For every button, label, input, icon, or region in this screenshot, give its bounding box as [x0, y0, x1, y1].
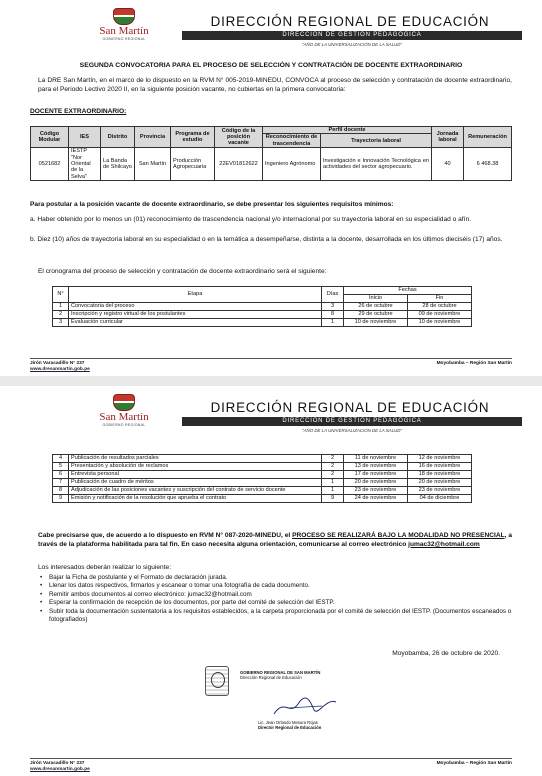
regional-logo: [84, 8, 164, 41]
cell-numero: 8: [53, 487, 69, 495]
cell-ies: IESTP "Nor Oriental de la Selva": [69, 148, 101, 181]
col-remuneracion: Remuneración: [464, 127, 512, 148]
table-row: [53, 319, 472, 327]
cell-remuneracion: 6 468.38: [464, 148, 512, 181]
col-distrito: Distrito: [101, 127, 135, 148]
logo-subtitle: GOBIERNO REGIONAL: [102, 37, 146, 41]
cell-dias: 2: [322, 463, 344, 471]
cell-dias: 3: [322, 303, 344, 311]
footer-address: Jirón Varacadillo N° 237: [30, 361, 85, 366]
cell-inicio: 24 de noviembre: [344, 495, 408, 503]
coat-of-arms-icon: [113, 394, 135, 411]
cell-codigo-modular: 0521682: [31, 148, 69, 181]
cell-trayectoria: Investigación e Innovación Tecnológica en actividades del sector agropecuario.: [321, 148, 432, 181]
cell-codigo-posicion: 22EV01812622: [215, 148, 263, 181]
table-row: [53, 487, 472, 495]
schedule-intro: El cronograma del proceso de selección y contratación de docente extraordinario será el siguiente:: [38, 268, 327, 275]
letterhead-title: DIRECCIÓN REGIONAL DE EDUCACIÓN: [210, 14, 490, 29]
list-item: • Subir toda la documentación sustentatoria a los requisitos establecidos, a la carpeta proporcionada por el comité de selección del IESTP. (Documentos escaneados o fotografiados): [40, 608, 512, 625]
cell-inicio: 20 de noviembre: [344, 479, 408, 487]
requirements-title: Para postular a la posición vacante de docente extraordinario, se debe presentar los siguientes requisitos mínimos:: [30, 201, 394, 208]
table-row: [53, 463, 472, 471]
contact-email-link[interactable]: jumac32@hotmail.com: [408, 540, 480, 548]
cell-numero: 9: [53, 495, 69, 503]
cell-numero: 1: [53, 303, 69, 311]
col-numero: N°: [53, 287, 69, 303]
signer-name: Lic. Jean Orlando Mesura Rojas: [258, 720, 318, 725]
cell-fin: 28 de octubre: [408, 303, 472, 311]
date-place: Moyobamba, 26 de octubre de 2020.: [392, 650, 500, 657]
cell-dias: 1: [322, 487, 344, 495]
letterhead: [0, 0, 542, 52]
year-slogan: "AÑO DE LA UNIVERSALIZACIÓN DE LA SALUD": [302, 42, 402, 47]
letterhead-subtitle: DIRECCIÓN DE GESTIÓN PEDAGÓGICA: [182, 417, 522, 426]
cell-inicio: 23 de noviembre: [344, 487, 408, 495]
table-row: [53, 311, 472, 319]
cell-etapa: Presentación y absolución de reclamos: [69, 463, 322, 471]
letterhead-title: DIRECCIÓN REGIONAL DE EDUCACIÓN: [210, 400, 490, 415]
table-row: [31, 148, 512, 181]
cell-inicio: 29 de octubre: [344, 311, 408, 319]
regional-logo: [84, 394, 164, 427]
notice-text: , a través de la plataforma habilitada para tal fin. En caso necesita alguna orientación, comunicarse al correo electrónico: [38, 532, 512, 548]
cell-etapa: Publicación de resultados parciales: [69, 455, 322, 463]
col-reconocimiento: Reconocimiento de trascendencia: [263, 134, 321, 148]
footer-place: Moyobamba – Región San Martín: [436, 361, 512, 366]
cell-inicio: 17 de noviembre: [344, 471, 408, 479]
footer-contact: [30, 361, 90, 372]
steps-intro: Los interesados deberán realizar lo siguiente:: [38, 564, 172, 571]
requirement-a: [30, 216, 512, 225]
modality-notice: [38, 532, 512, 549]
cell-inicio: 10 de noviembre: [344, 319, 408, 327]
list-item: • Bajar la Ficha de postulante y el Formato de declaración jurada.: [40, 574, 512, 582]
logo-name: San Martín: [99, 411, 149, 423]
cell-fin: 20 de noviembre: [408, 479, 472, 487]
cell-jornada: 40: [432, 148, 464, 181]
document-page-1: [0, 0, 542, 376]
list-item: • Remitir ambos documentos al correo electrónico: jumac32@hotmail.com: [40, 591, 512, 599]
col-fechas: Fechas: [344, 287, 472, 295]
list-item: • Llenar los datos respectivos, firmarlos y escanear o tomar una fotografía de cada documento.: [40, 582, 512, 590]
signer-block: [258, 720, 368, 730]
notice-text: Cabe precisarse que, de acuerdo a lo dispuesto en RVM N° 087-2020-MINEDU, el: [38, 532, 293, 539]
vacancy-table: [30, 126, 512, 181]
logo-name: San Martín: [99, 25, 149, 37]
cell-dias: 2: [322, 455, 344, 463]
cell-inicio: 26 de octubre: [344, 303, 408, 311]
cell-dias: 1: [322, 479, 344, 487]
cell-numero: 7: [53, 479, 69, 487]
cell-numero: 6: [53, 471, 69, 479]
requirement-b: [30, 236, 512, 245]
cell-fin: 10 de noviembre: [408, 319, 472, 327]
list-item: • Esperar la confirmación de recepción de los documentos, por parte del comité de selección del IESTP.: [40, 599, 512, 607]
document-page-2: [0, 386, 542, 776]
page-footer: [30, 758, 512, 772]
cell-numero: 3: [53, 319, 69, 327]
cell-numero: 2: [53, 311, 69, 319]
table-row: [53, 303, 472, 311]
cell-etapa: Entrevista personal: [69, 471, 322, 479]
cell-etapa: Inscripción y registro virtual de los postulantes: [69, 311, 322, 319]
notice-modality: PROCESO SE REALIZARÁ BAJO LA MODALIDAD NO PRESENCIAL: [292, 532, 505, 539]
page-footer: [30, 358, 512, 372]
cell-reconocimiento: Ingeniero Agrónomo: [263, 148, 321, 181]
cell-dias: 9: [322, 495, 344, 503]
seal-line-1: GOBIERNO REGIONAL DE SAN MARTÍN: [240, 670, 321, 675]
cell-etapa: Publicación de cuadro de méritos: [69, 479, 322, 487]
cell-numero: 5: [53, 463, 69, 471]
footer-website-link[interactable]: www.dresanmartin.gob.pe: [30, 766, 90, 772]
cell-inicio: 11 de noviembre: [344, 455, 408, 463]
footer-website-link[interactable]: www.dresanmartin.gob.pe: [30, 366, 90, 372]
cell-etapa: Evaluación curricular: [69, 319, 322, 327]
col-dias: Días: [322, 287, 344, 303]
cell-dias: 2: [322, 471, 344, 479]
cell-dias: 1: [322, 319, 344, 327]
col-etapa: Etapa: [69, 287, 322, 303]
footer-place: Moyobamba – Región San Martín: [436, 761, 512, 766]
signer-role: Director Regional de Educación: [258, 725, 322, 730]
cell-programa: Producción Agropecuaria: [171, 148, 215, 181]
cell-fin: 18 de noviembre: [408, 471, 472, 479]
coat-of-arms-icon: [113, 8, 135, 25]
col-codigo-modular: Código Modular: [31, 127, 69, 148]
announcement-title: SEGUNDA CONVOCATORIA PARA EL PROCESO DE SELECCIÓN Y CONTRATACIÓN DE DOCENTE EXTRAORDINARIO: [79, 62, 463, 69]
cell-etapa: Convocatoria del proceso: [69, 303, 322, 311]
col-trayectoria: Trayectoria laboral: [321, 134, 432, 148]
requirement-mark: b.: [30, 236, 36, 243]
letterhead-subtitle: DIRECCIÓN DE GESTIÓN PEDAGÓGICA: [182, 31, 522, 40]
cell-fin: 04 de diciembre: [408, 495, 472, 503]
table-row: [53, 495, 472, 503]
logo-subtitle: GOBIERNO REGIONAL: [102, 423, 146, 427]
requirement-text: Diez (10) años de trayectoria laboral en su especialidad o en la temática a desempeñarse, distinta a la docente, desarrollada en los últimos dieciséis (17) años.: [37, 236, 503, 243]
cell-inicio: 13 de noviembre: [344, 463, 408, 471]
cell-distrito: La Banda de Shilcayo: [101, 148, 135, 181]
signature-block: [240, 670, 370, 680]
requirement-mark: a.: [30, 216, 36, 223]
cell-numero: 4: [53, 455, 69, 463]
table-row: [53, 471, 472, 479]
cell-fin: 12 de noviembre: [408, 455, 472, 463]
section-title: DOCENTE EXTRAORDINARIO:: [30, 108, 127, 115]
seal-line-2: Dirección Regional de Educación: [240, 675, 302, 680]
col-provincia: Provincia: [135, 127, 171, 148]
schedule-table: [52, 286, 472, 327]
footer-address: Jirón Varacadillo N° 237: [30, 761, 85, 766]
cell-fin: 23 de noviembre: [408, 487, 472, 495]
col-jornada: Jornada laboral: [432, 127, 464, 148]
official-seal-stamp: [205, 666, 229, 696]
handwritten-signature: [270, 696, 340, 718]
year-slogan: "AÑO DE LA UNIVERSALIZACIÓN DE LA SALUD": [302, 428, 402, 433]
col-programa: Programa de estudio: [171, 127, 215, 148]
col-ies: IES: [69, 127, 101, 148]
letterhead: [0, 386, 542, 438]
intro-paragraph: La DRE San Martín, en el marco de lo dispuesto en la RVM N° 005-2019-MINEDU, CONVOCA al proceso de selección y contratación de docente extraordinario, para el Periodo Lectivo 2020 II, en la siguiente posición vacante, no cubiertas en la primera convocatoria:: [38, 77, 512, 93]
col-perfil-docente: Perfil docente: [263, 127, 432, 134]
cell-etapa: Emisión y notificación de la resolución que aprueba el contrato: [69, 495, 322, 503]
cell-provincia: San Martín: [135, 148, 171, 181]
col-codigo-posicion: Código de la posición vacante: [215, 127, 263, 148]
table-row: [53, 479, 472, 487]
cell-etapa: Adjudicación de las posiciones vacantes y suscripción del contrato de servicio docente: [69, 487, 322, 495]
table-row: [53, 455, 472, 463]
cell-fin: 09 de noviembre: [408, 311, 472, 319]
footer-contact: [30, 761, 90, 772]
col-inicio: Inicio: [344, 295, 408, 303]
cell-dias: 8: [322, 311, 344, 319]
schedule-table-continued: [52, 454, 472, 503]
steps-list: [40, 574, 512, 624]
cell-fin: 16 de noviembre: [408, 463, 472, 471]
col-fin: Fin: [408, 295, 472, 303]
requirement-text: Haber obtenido por lo menos un (01) reconocimiento de trascendencia nacional y/o internacional por su trayectoria laboral en su especialidad o afín.: [37, 216, 471, 223]
